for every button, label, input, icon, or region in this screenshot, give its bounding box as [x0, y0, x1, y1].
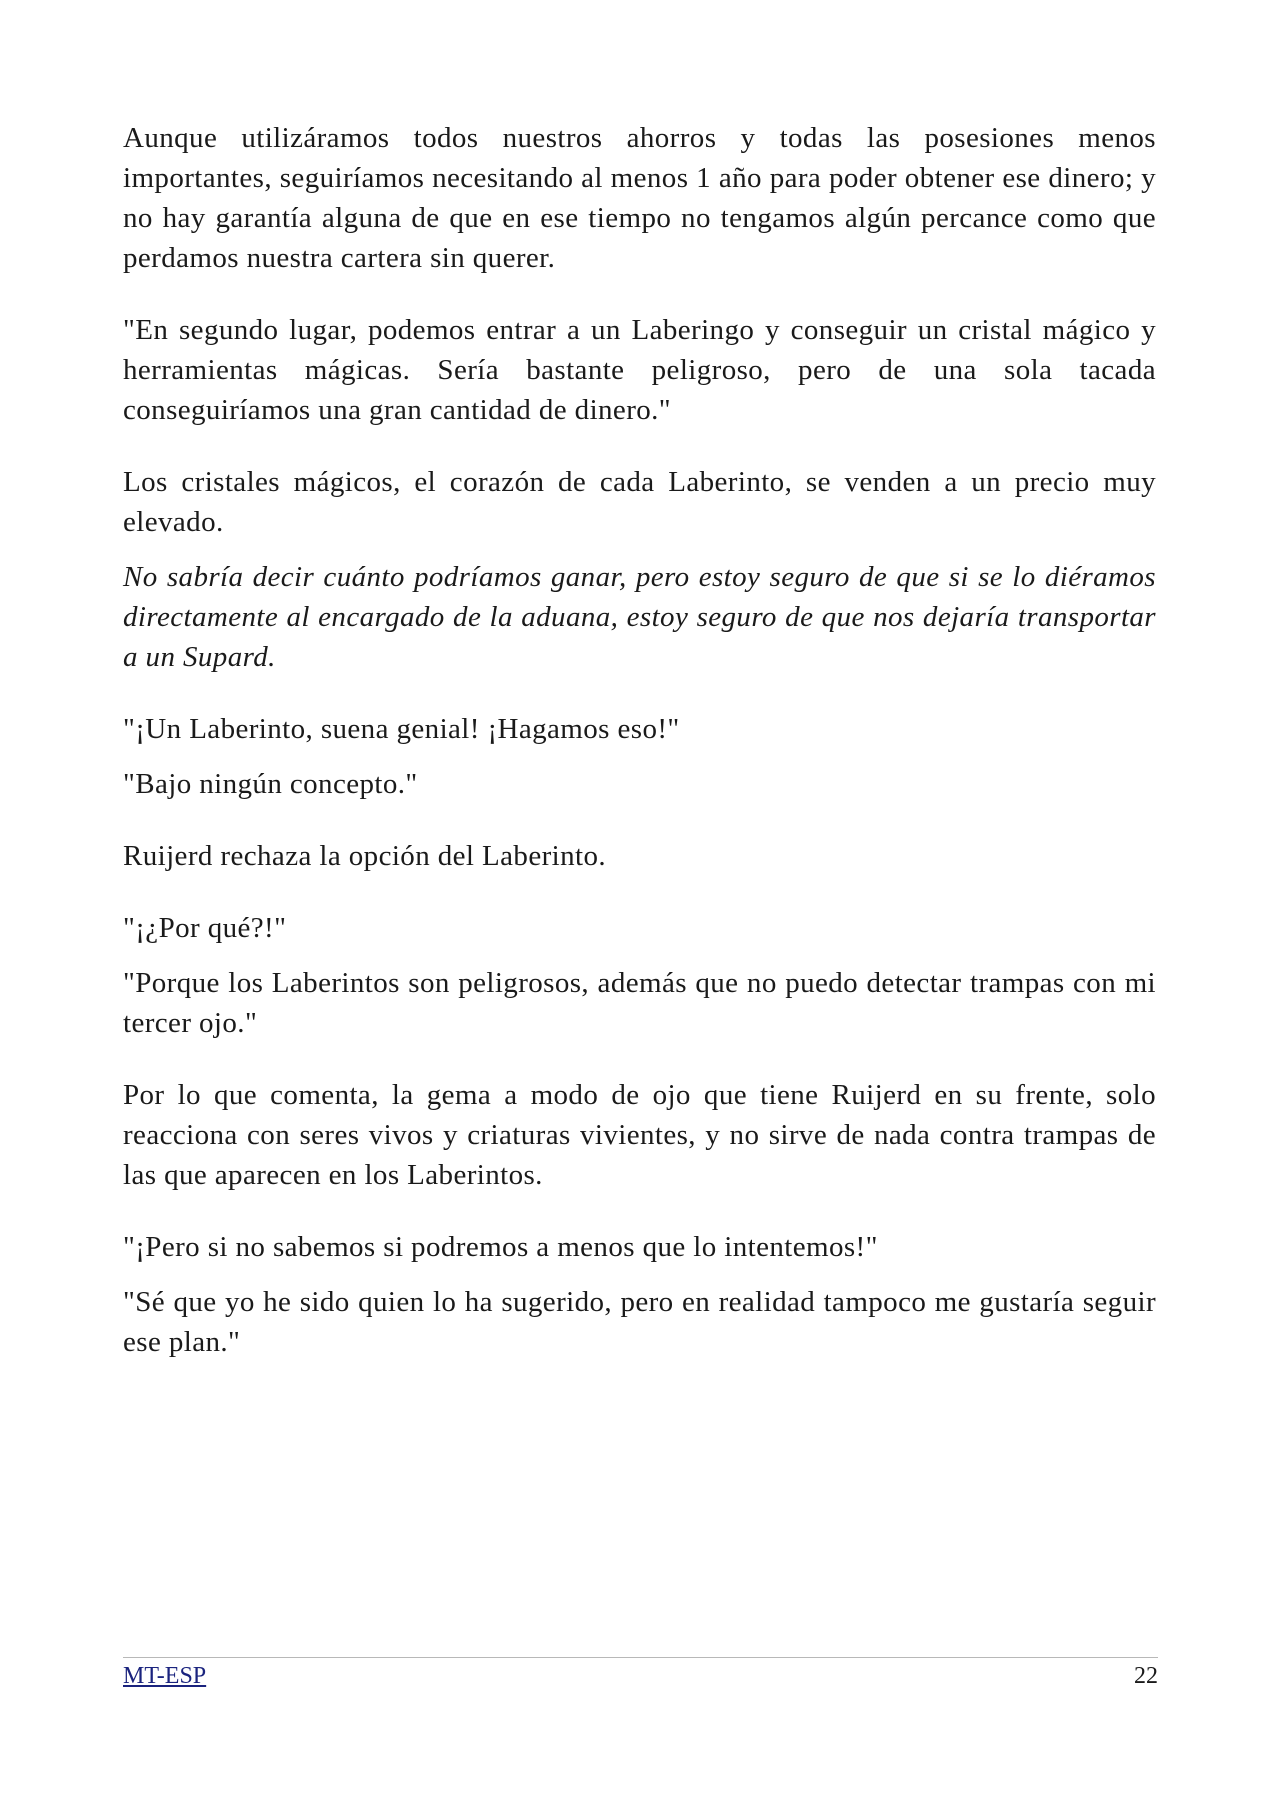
paragraph-6: "Bajo ningún concepto." — [123, 768, 418, 800]
footer-divider — [123, 1657, 1158, 1658]
paragraph-1: Aunque utilizáramos todos nuestros ahorros y todas las posesiones menos importantes, seguiríamos necesitando al menos 1 año para poder obtener ese dinero; y no hay garantía alguna de que en ese tiempo no tengamos algún percance como que perdamos nuestra cartera sin querer. — [123, 122, 1156, 274]
paragraph-10: Por lo que comenta, la gema a modo de ojo que tiene Ruijerd en su frente, solo reacciona con seres vivos y criaturas vivientes, y no sirve de nada contra trampas de las que aparecen en los Laberintos. — [123, 1079, 1156, 1191]
page-body — [123, 118, 1156, 1362]
paragraph-11: "¡Pero si no sabemos si podremos a menos que lo intentemos!" — [123, 1231, 878, 1263]
paragraph-12: "Sé que yo he sido quien lo ha sugerido, pero en realidad tampoco me gustaría seguir ese plan." — [123, 1286, 1156, 1358]
paragraph-9: "Porque los Laberintos son peligrosos, además que no puedo detectar trampas con mi tercer ojo." — [123, 967, 1156, 1039]
paragraph-5: "¡Un Laberinto, suena genial! ¡Hagamos eso!" — [123, 713, 680, 745]
paragraph-2: "En segundo lugar, podemos entrar a un Laberingo y conseguir un cristal mágico y herramientas mágicas. Sería bastante peligroso, pero de una sola tacada conseguiríamos una gran cantidad de dinero." — [123, 314, 1156, 426]
footer-site-link[interactable]: MT-ESP — [123, 1663, 207, 1689]
paragraph-8: "¡¿Por qué?!" — [123, 912, 287, 944]
paragraph-3: Los cristales mágicos, el corazón de cada Laberinto, se venden a un precio muy elevado. — [123, 466, 1156, 538]
paragraph-4-italic: No sabría decir cuánto podríamos ganar, pero estoy seguro de que si se lo diéramos directamente al encargado de la aduana, estoy seguro de que nos dejaría transportar a un Supard. — [123, 561, 1156, 673]
paragraph-7: Ruijerd rechaza la opción del Laberinto. — [123, 840, 607, 872]
page-number: 22 — [1134, 1663, 1158, 1689]
